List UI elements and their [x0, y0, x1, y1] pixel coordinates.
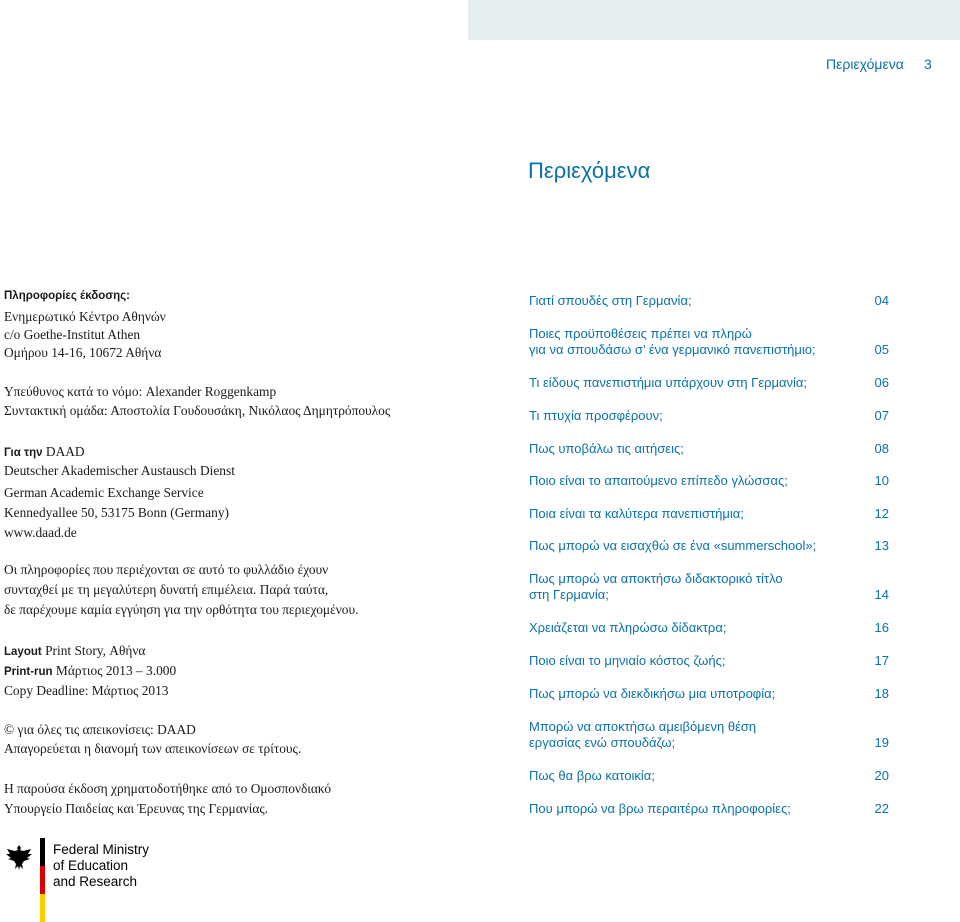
toc-entry-page: 12 — [874, 506, 889, 521]
printrun-value: Μάρτιος 2013 – 3.000 — [55, 663, 177, 678]
copy-deadline: Copy Deadline: Μάρτιος 2013 — [4, 683, 169, 698]
toc-entry-page: 14 — [874, 587, 889, 602]
flag-stripe-black — [40, 838, 45, 866]
printrun-label: Print-run — [4, 666, 53, 678]
toc-entry-label[interactable]: στη Γερμανία; — [529, 587, 609, 602]
toc-entry-label[interactable]: Ποιες προϋποθέσεις πρέπει να πληρώ — [529, 326, 752, 341]
copyright-line: Απαγορεύεται η διανομή των απεικονίσεων σε τρίτους. — [4, 741, 302, 756]
toc-entry-page: 17 — [874, 653, 889, 668]
flag-stripe-gold — [40, 894, 45, 922]
printrun-credit — [4, 663, 176, 679]
copyright-line: © για όλες τις απεικονίσεις: DAAD — [4, 722, 196, 737]
toc-entry-label[interactable]: Πως υποβάλω τις αιτήσεις; — [529, 441, 684, 456]
publisher-line: c/o Goethe-Institut Athen — [4, 327, 141, 342]
toc-entry-label[interactable]: Ποιο είναι το απαιτούμενο επίπεδο γλώσσας; — [529, 473, 788, 488]
disclaimer-line: δε παρέχουμε καμία εγγύηση για την ορθότητα του περιεχομένου. — [4, 602, 359, 617]
ministry-line: of Education — [53, 858, 129, 873]
toc-entry-label[interactable]: Που μπορώ να βρω περαιτέρω πληροφορίες; — [529, 801, 791, 816]
federal-eagle-icon — [4, 842, 34, 872]
toc-entry-label[interactable]: Πως μπορώ να αποκτήσω διδακτορικό τίτλο — [529, 571, 783, 586]
toc-entry-page: 07 — [874, 408, 889, 423]
header-decor-block — [468, 0, 960, 40]
toc-entry-label[interactable]: Τι πτυχία προσφέρουν; — [529, 408, 663, 423]
toc-entry-label[interactable]: Γιατί σπουδές στη Γερμανία; — [529, 293, 692, 308]
toc-entry-page: 19 — [874, 735, 889, 750]
publisher-line: Ενημερωτικό Κέντρο Αθηνών — [4, 309, 166, 324]
disclaimer-line: συνταχθεί με τη μεγαλύτερη δυνατή επιμέλεια. Παρά ταύτα, — [4, 582, 329, 597]
flag-stripe-red — [40, 866, 45, 894]
ministry-line: Federal Ministry — [53, 842, 150, 857]
german-flag-stripe — [40, 838, 45, 922]
toc-entry-label[interactable]: Ποια είναι τα καλύτερα πανεπιστήμια; — [529, 506, 744, 521]
ministry-logo-text — [53, 842, 149, 890]
daad-line: Deutscher Akademischer Austausch Dienst — [4, 463, 235, 478]
funding-line: Η παρούσα έκδοση χρηματοδοτήθηκε από το Ομοσπονδιακό — [4, 781, 332, 796]
toc-entry-label[interactable]: για να σπουδάσω σ’ ένα γερμανικό πανεπιστήμιο; — [529, 342, 816, 357]
toc-entry-page: 18 — [874, 686, 889, 701]
toc-entry-label[interactable]: εργασίας ενώ σπουδάζω; — [529, 735, 676, 750]
layout-label: Layout — [4, 646, 42, 658]
toc-entry-label[interactable]: Πως μπορώ να διεκδικήσω μια υποτροφία; — [529, 686, 776, 701]
page-title: Περιεχόμενα — [528, 158, 651, 183]
toc-entry-label[interactable]: Χρειάζεται να πληρώσω δίδακτρα; — [529, 620, 727, 635]
layout-value: Print Story, Αθήνα — [45, 643, 146, 658]
editorial-team-line: Συντακτική ομάδα: Αποστολία Γουδουσάκη, Νικόλαος Δημητρόπουλος — [4, 403, 391, 418]
ministry-line: and Research — [53, 874, 138, 889]
toc-entry-page: 08 — [874, 441, 889, 456]
toc-entry-page: 06 — [874, 375, 889, 390]
daad-prefix: Για την — [4, 447, 43, 459]
publisher-line: Ομήρου 14-16, 10672 Αθήνα — [4, 345, 162, 360]
toc-entry-label[interactable]: Πως μπορώ να εισαχθώ σε ένα «summerschool»; — [529, 538, 817, 553]
disclaimer-line: Οι πληροφορίες που περιέχονται σε αυτό το φυλλάδιο έχουν — [4, 562, 329, 577]
running-header-label: Περιεχόμενα — [826, 56, 904, 72]
toc-entry-page: 13 — [874, 538, 889, 553]
toc-entry-page: 16 — [874, 620, 889, 635]
toc-entry-label[interactable]: Μπορώ να αποκτήσω αμειβόμενη θέση — [529, 719, 757, 734]
toc-entry-page: 10 — [874, 473, 889, 488]
layout-credit — [4, 643, 145, 659]
daad-line: German Academic Exchange Service — [4, 485, 204, 500]
publisher-heading: Πληροφορίες έκδοσης: — [4, 290, 130, 302]
toc-entry-page: 05 — [874, 342, 889, 357]
daad-website-link[interactable]: www.daad.de — [4, 525, 77, 540]
daad-name: DAAD — [45, 444, 85, 459]
toc-entry-page: 04 — [874, 293, 889, 308]
daad-address: Kennedyallee 50, 53175 Bonn (Germany) — [4, 505, 229, 520]
toc-entry-page: 20 — [874, 768, 889, 783]
toc-entry-label[interactable]: Ποιο είναι το μηνιαίο κόστος ζωής; — [529, 653, 726, 668]
toc-entry-page: 22 — [874, 801, 889, 816]
funding-line: Υπουργείο Παιδείας και Έρευνας της Γερμανίας. — [4, 801, 269, 816]
toc-entry-label[interactable]: Τι είδους πανεπιστήμια υπάρχουν στη Γερμανία; — [529, 375, 808, 390]
responsible-line: Υπεύθυνος κατά το νόμο: Alexander Roggenkamp — [4, 384, 277, 399]
toc-entry-label[interactable]: Πως θα βρω κατοικία; — [529, 768, 655, 783]
page-number: 3 — [924, 56, 932, 72]
daad-heading — [4, 444, 85, 460]
